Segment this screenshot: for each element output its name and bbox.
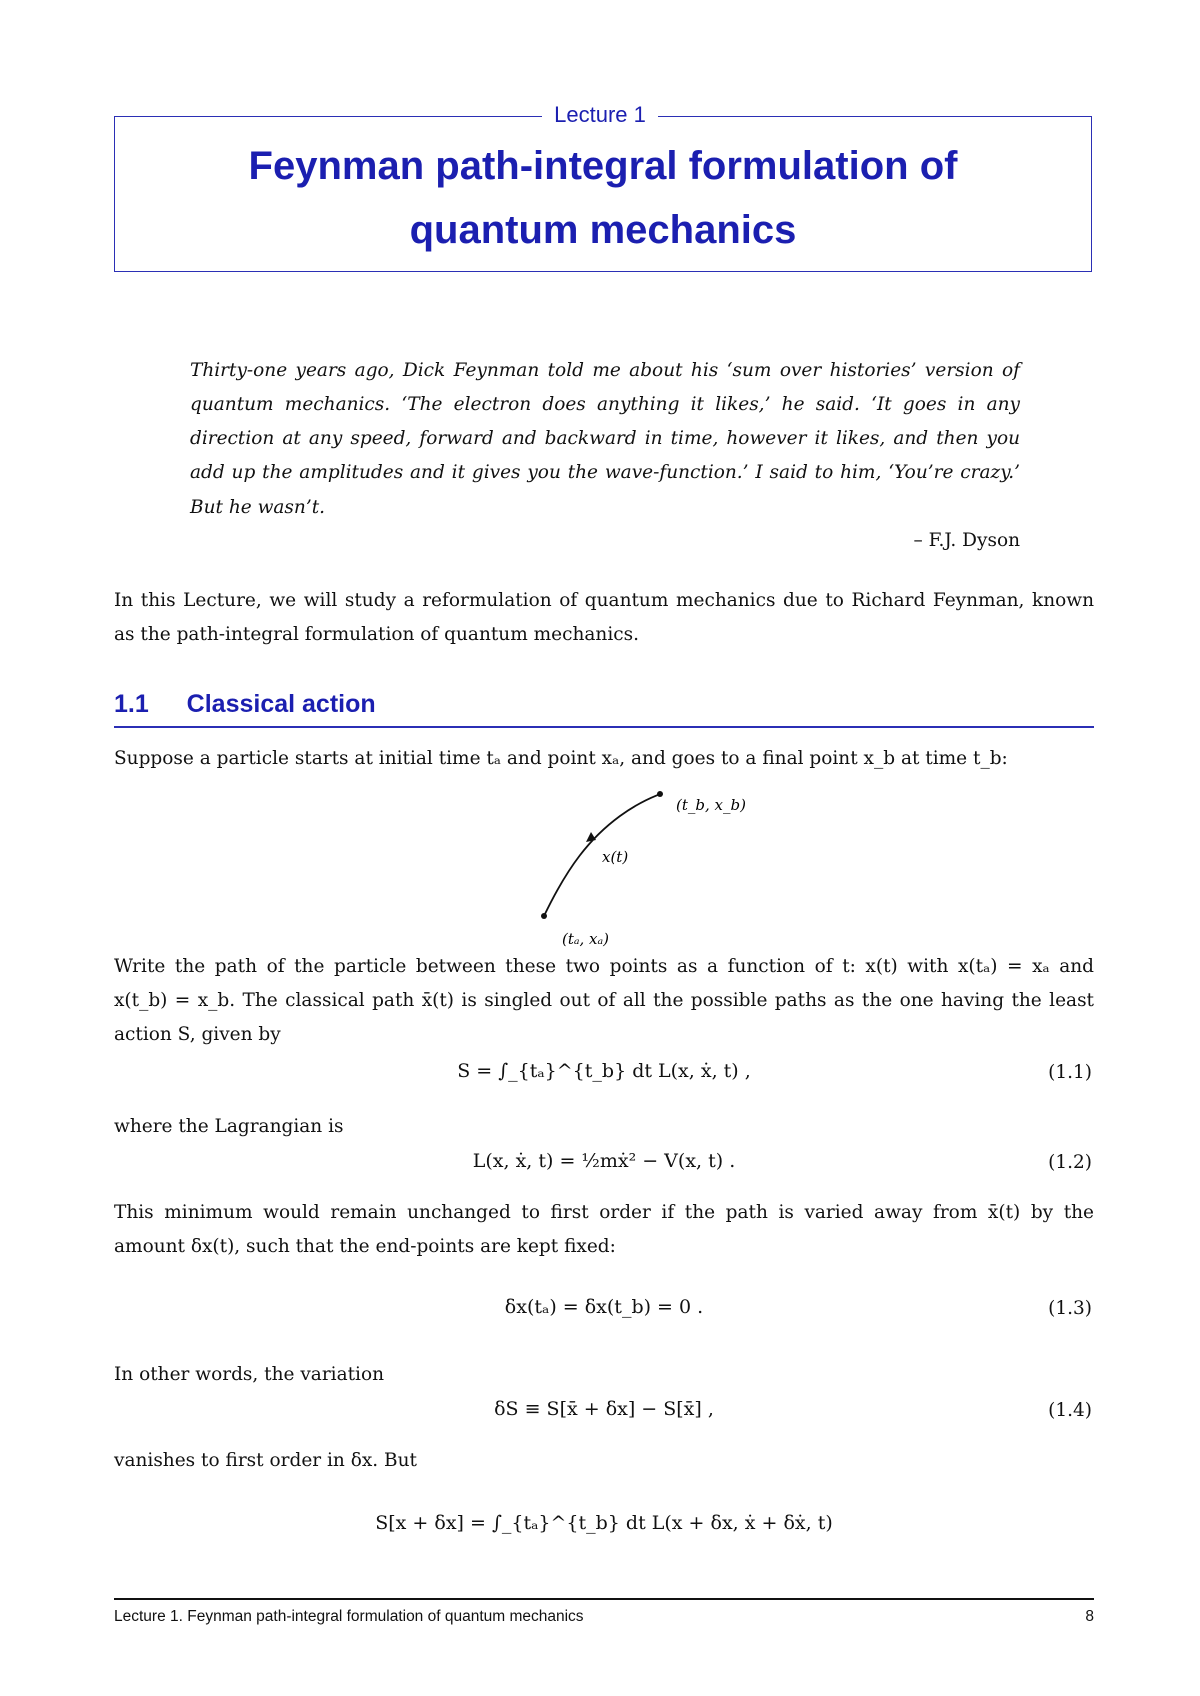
equation-unnumbered: S[x + δx] = ∫_{tₐ}^{t_b} dt L(x + δx, ẋ + δẋ, t) (375, 1512, 833, 1534)
equation-1-1: S = ∫_{tₐ}^{t_b} dt L(x, ẋ, t) , (457, 1060, 751, 1082)
chapter-title (114, 134, 1092, 262)
body-para-6: vanishes to first order in δx. But (114, 1450, 417, 1471)
chapter-title-line2: quantum mechanics (409, 208, 797, 252)
body-para-2-line-2: x(t_b) = x_b. The classical path x̄(t) is singled out of all the possible paths as the one having the least (114, 990, 1094, 1011)
footer-rule (114, 1598, 1094, 1600)
running-title: Lecture 1. Feynman path-integral formulation of quantum mechanics (114, 1608, 584, 1625)
equation-1-3-number: (1.3) (1048, 1298, 1092, 1319)
quote-attribution: – F.J. Dyson (913, 530, 1020, 551)
path-diagram (520, 780, 760, 950)
quote-line-2: quantum mechanics. ‘The electron does anything it likes,’ he said. ‘It goes in any (190, 394, 1020, 415)
quote-line-3: direction at any speed, forward and backward in time, however it likes, and then you (190, 428, 1020, 449)
chapter-title-line1: Feynman path-integral formulation of (248, 144, 958, 188)
lecture-label: Lecture 1 (542, 102, 658, 127)
section-rule (114, 726, 1094, 728)
section-title: Classical action (186, 690, 376, 718)
quote-line-5: But he wasn’t. (190, 497, 326, 518)
lecture-label-wrap (0, 102, 1200, 128)
body-para-5: In other words, the variation (114, 1364, 385, 1385)
section-number: 1.1 (114, 690, 149, 718)
path-arrowhead (586, 832, 596, 842)
section-heading (114, 690, 376, 719)
path-label: x(t) (602, 848, 629, 866)
equation-1-4: δS ≡ S[x̄ + δx] − S[x̄] , (494, 1398, 714, 1420)
page-number: 8 (1085, 1608, 1094, 1625)
quote-line-1: Thirty-one years ago, Dick Feynman told me about his ‘sum over histories’ version of (190, 360, 1020, 381)
end-point-label: (t_b, x_b) (676, 796, 746, 814)
equation-1-2-number: (1.2) (1048, 1152, 1092, 1173)
equation-1-2: L(x, ẋ, t) = ½mẋ² − V(x, t) . (472, 1150, 736, 1172)
start-point (541, 913, 547, 919)
equation-1-4-number: (1.4) (1048, 1400, 1092, 1421)
body-para-2-line-3: action S, given by (114, 1024, 281, 1045)
equation-1-3: δx(tₐ) = δx(t_b) = 0 . (504, 1296, 704, 1318)
body-para-4-line-2: amount δx(t), such that the end-points are kept fixed: (114, 1236, 616, 1257)
quote-line-4: add up the amplitudes and it gives you the wave-function.’ I said to him, ‘You’re crazy.’ (190, 462, 1020, 483)
body-para-4-line-1: This minimum would remain unchanged to first order if the path is varied away from x̄(t) by the (114, 1202, 1094, 1223)
equation-1-1-number: (1.1) (1048, 1062, 1092, 1083)
intro-line-1: In this Lecture, we will study a reformulation of quantum mechanics due to Richard Feynman, known (114, 590, 1094, 611)
end-point (657, 791, 663, 797)
body-para-1: Suppose a particle starts at initial time tₐ and point xₐ, and goes to a final point x_b at time t_b: (114, 748, 1008, 769)
body-para-3: where the Lagrangian is (114, 1116, 344, 1137)
body-para-2-line-1: Write the path of the particle between these two points as a function of t: x(t) with x(tₐ) = xₐ and (114, 956, 1094, 977)
start-point-label: (tₐ, xₐ) (562, 930, 609, 948)
intro-line-2: as the path-integral formulation of quantum mechanics. (114, 624, 640, 645)
